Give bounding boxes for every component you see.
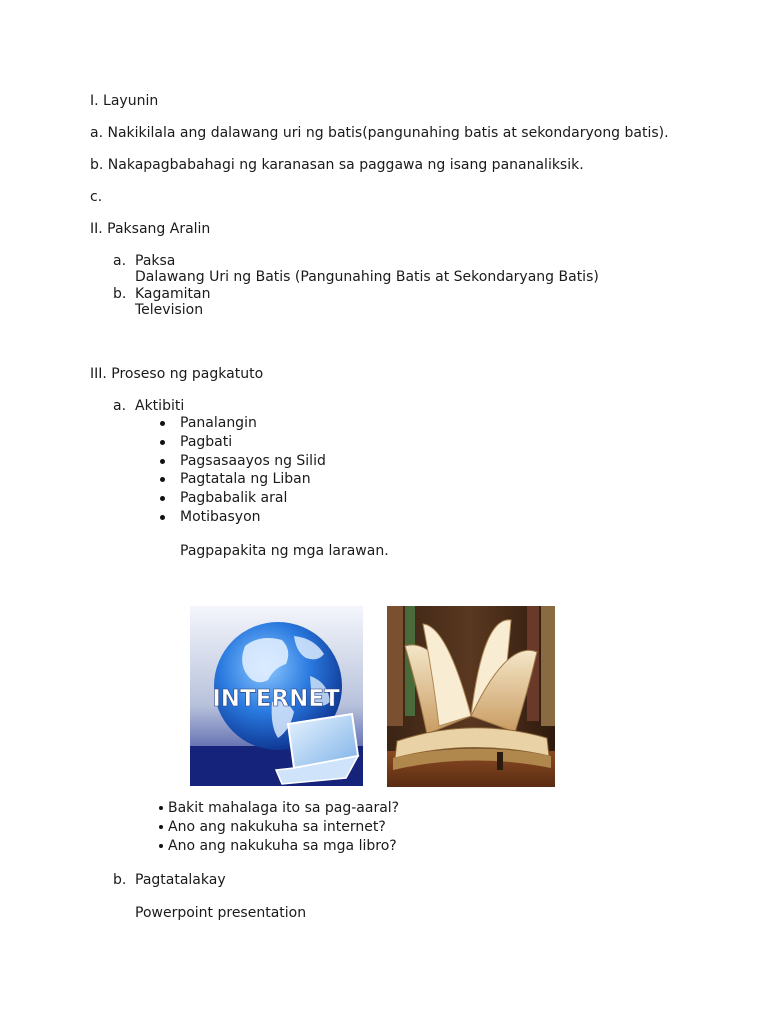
- list-marker: b.: [113, 286, 127, 302]
- topic-detail: Dalawang Uri ng Batis (Pangunahing Batis at Sekondaryang Batis): [135, 269, 599, 285]
- discussion-detail: Powerpoint presentation: [135, 905, 307, 921]
- list-item: Pagbati: [180, 434, 233, 450]
- bullet-dot: [160, 515, 165, 520]
- open-books-graphic: [387, 606, 555, 787]
- books-image: [387, 606, 555, 787]
- materials-label: Kagamitan: [135, 286, 211, 302]
- objective-a: a. Nakikilala ang dalawang uri ng batis(pangunahing batis at sekondaryong batis).: [90, 125, 669, 141]
- list-item: Motibasyon: [180, 509, 261, 525]
- objective-c: c.: [90, 189, 103, 205]
- activity-label: Aktibiti: [135, 398, 185, 414]
- internet-label: INTERNET: [212, 686, 340, 712]
- list-item: Pagsasaayos ng Silid: [180, 453, 326, 469]
- topic-label: Paksa: [135, 253, 176, 269]
- internet-image: [190, 606, 363, 786]
- question-item: Ano ang nakukuha sa mga libro?: [168, 838, 397, 854]
- bullet-dot: [160, 440, 165, 445]
- bullet-dot: [159, 806, 163, 810]
- bullet-dot: [160, 496, 165, 501]
- list-item: Panalangin: [180, 415, 257, 431]
- list-item: Pagbabalik aral: [180, 490, 288, 506]
- bullet-dot: [160, 477, 165, 482]
- discussion-label: Pagtatalakay: [135, 872, 226, 888]
- bullet-dot: [160, 421, 165, 426]
- activity-note: Pagpapakita ng mga larawan.: [180, 543, 389, 559]
- bullet-dot: [160, 459, 165, 464]
- section-2-heading: II. Paksang Aralin: [90, 221, 211, 237]
- bullet-dot: [159, 825, 163, 829]
- question-item: Ano ang nakukuha sa internet?: [168, 819, 386, 835]
- section-3-heading: III. Proseso ng pagkatuto: [90, 366, 264, 382]
- objective-b: b. Nakapagbabahagi ng karanasan sa paggawa ng isang pananaliksik.: [90, 157, 584, 173]
- list-item: Pagtatala ng Liban: [180, 471, 311, 487]
- list-marker: a.: [113, 398, 127, 414]
- materials-detail: Television: [135, 302, 204, 318]
- list-marker: b.: [113, 872, 127, 888]
- question-item: Bakit mahalaga ito sa pag-aaral?: [168, 800, 400, 816]
- bullet-dot: [159, 844, 163, 848]
- list-marker: a.: [113, 253, 127, 269]
- internet-globe-graphic: [190, 606, 363, 786]
- section-1-heading: I. Layunin: [90, 93, 159, 109]
